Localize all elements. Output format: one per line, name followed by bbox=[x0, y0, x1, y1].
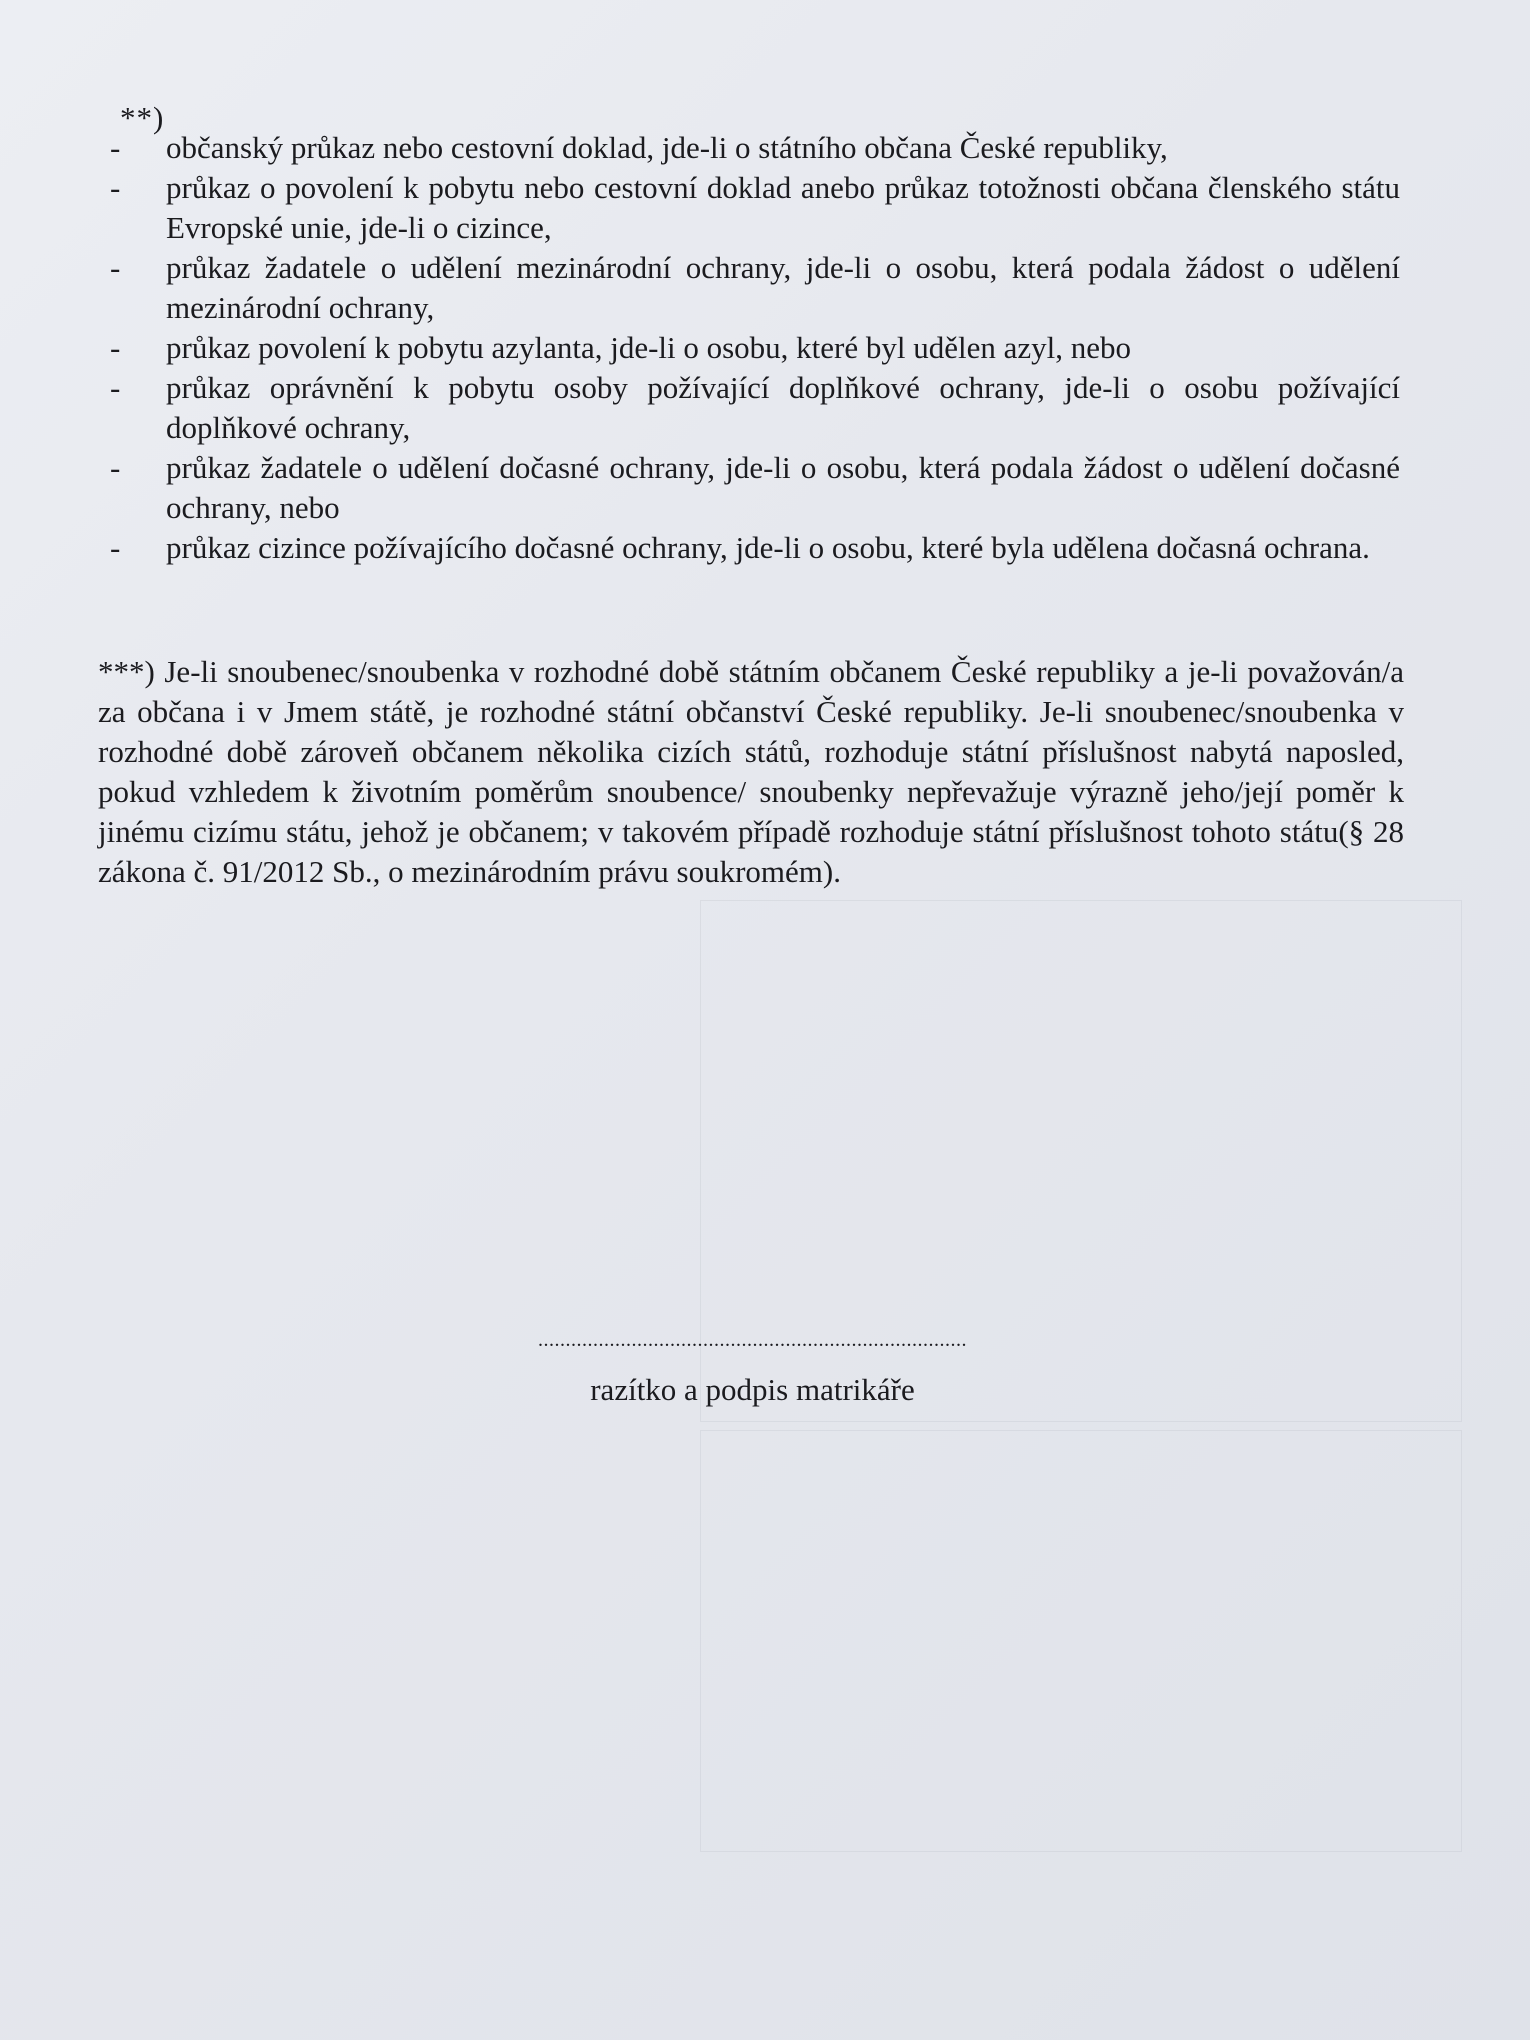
bullet-text: průkaz žadatele o udělení mezinárodní ochrany, jde-li o osobu, která podala žádost o udělení mezinárodní ochrany, bbox=[166, 250, 1400, 325]
bullet-text: průkaz povolení k pobytu azylanta, jde-li o osobu, které byl udělen azyl, nebo bbox=[166, 330, 1132, 365]
signature-line: .............................................................................. bbox=[538, 1330, 967, 1350]
citizenship-footnote: ***) Je-li snoubenec/snoubenka v rozhodné době státním občanem České republiky a je-li považován/a za občana i v Jmem státě, je rozhodné státní občanství České republiky. Je-li snoubenec/snoubenka v rozhodné době zároveň občanem několika cizích států, rozhoduje státní příslušnost nabytá naposled, pokud vzhledem k životním poměrům snoubence/ snoubenky nepřevažuje výrazně jeho/její poměr k jinému cizímu státu, jehož je občanem; v takovém případě rozhoduje státní příslušnost tohoto státu(§ 28 zákona č. 91/2012 Sb., o mezinárodním právu soukromém). bbox=[98, 654, 1404, 889]
bullet-dash: - bbox=[110, 170, 121, 205]
bullet-text: průkaz žadatele o udělení dočasné ochrany, jde-li o osobu, která podala žádost o udělení dočasné ochrany, nebo bbox=[166, 450, 1400, 525]
bullet-dash: - bbox=[110, 530, 121, 565]
id-document-list bbox=[100, 128, 1400, 568]
list-item bbox=[100, 528, 1400, 568]
bullet-dash: - bbox=[110, 330, 121, 365]
signature-block bbox=[470, 1330, 1035, 1408]
bleed-through-table bbox=[700, 1430, 1462, 1852]
bullet-dash: - bbox=[110, 130, 121, 165]
bullet-text: občanský průkaz nebo cestovní doklad, jde-li o státního občana České republiky, bbox=[166, 130, 1168, 165]
bullet-dash: - bbox=[110, 370, 121, 405]
footnote-marker: **) bbox=[120, 100, 165, 135]
signature-label: razítko a podpis matrikáře bbox=[590, 1372, 915, 1407]
list-item bbox=[100, 128, 1400, 168]
list-item bbox=[100, 368, 1400, 448]
list-item bbox=[100, 168, 1400, 248]
bullet-text: průkaz cizince požívajícího dočasné ochrany, jde-li o osobu, které byla udělena dočasná ochrana. bbox=[166, 530, 1370, 565]
bullet-dash: - bbox=[110, 250, 121, 285]
list-item bbox=[100, 328, 1400, 368]
bullet-dash: - bbox=[110, 450, 121, 485]
list-item bbox=[100, 248, 1400, 328]
bullet-text: průkaz oprávnění k pobytu osoby požívající doplňkové ochrany, jde-li o osobu požívající doplňkové ochrany, bbox=[166, 370, 1400, 445]
bullet-text: průkaz o povolení k pobytu nebo cestovní doklad anebo průkaz totožnosti občana členského státu Evropské unie, jde-li o cizince, bbox=[166, 170, 1400, 245]
list-item bbox=[100, 448, 1400, 528]
